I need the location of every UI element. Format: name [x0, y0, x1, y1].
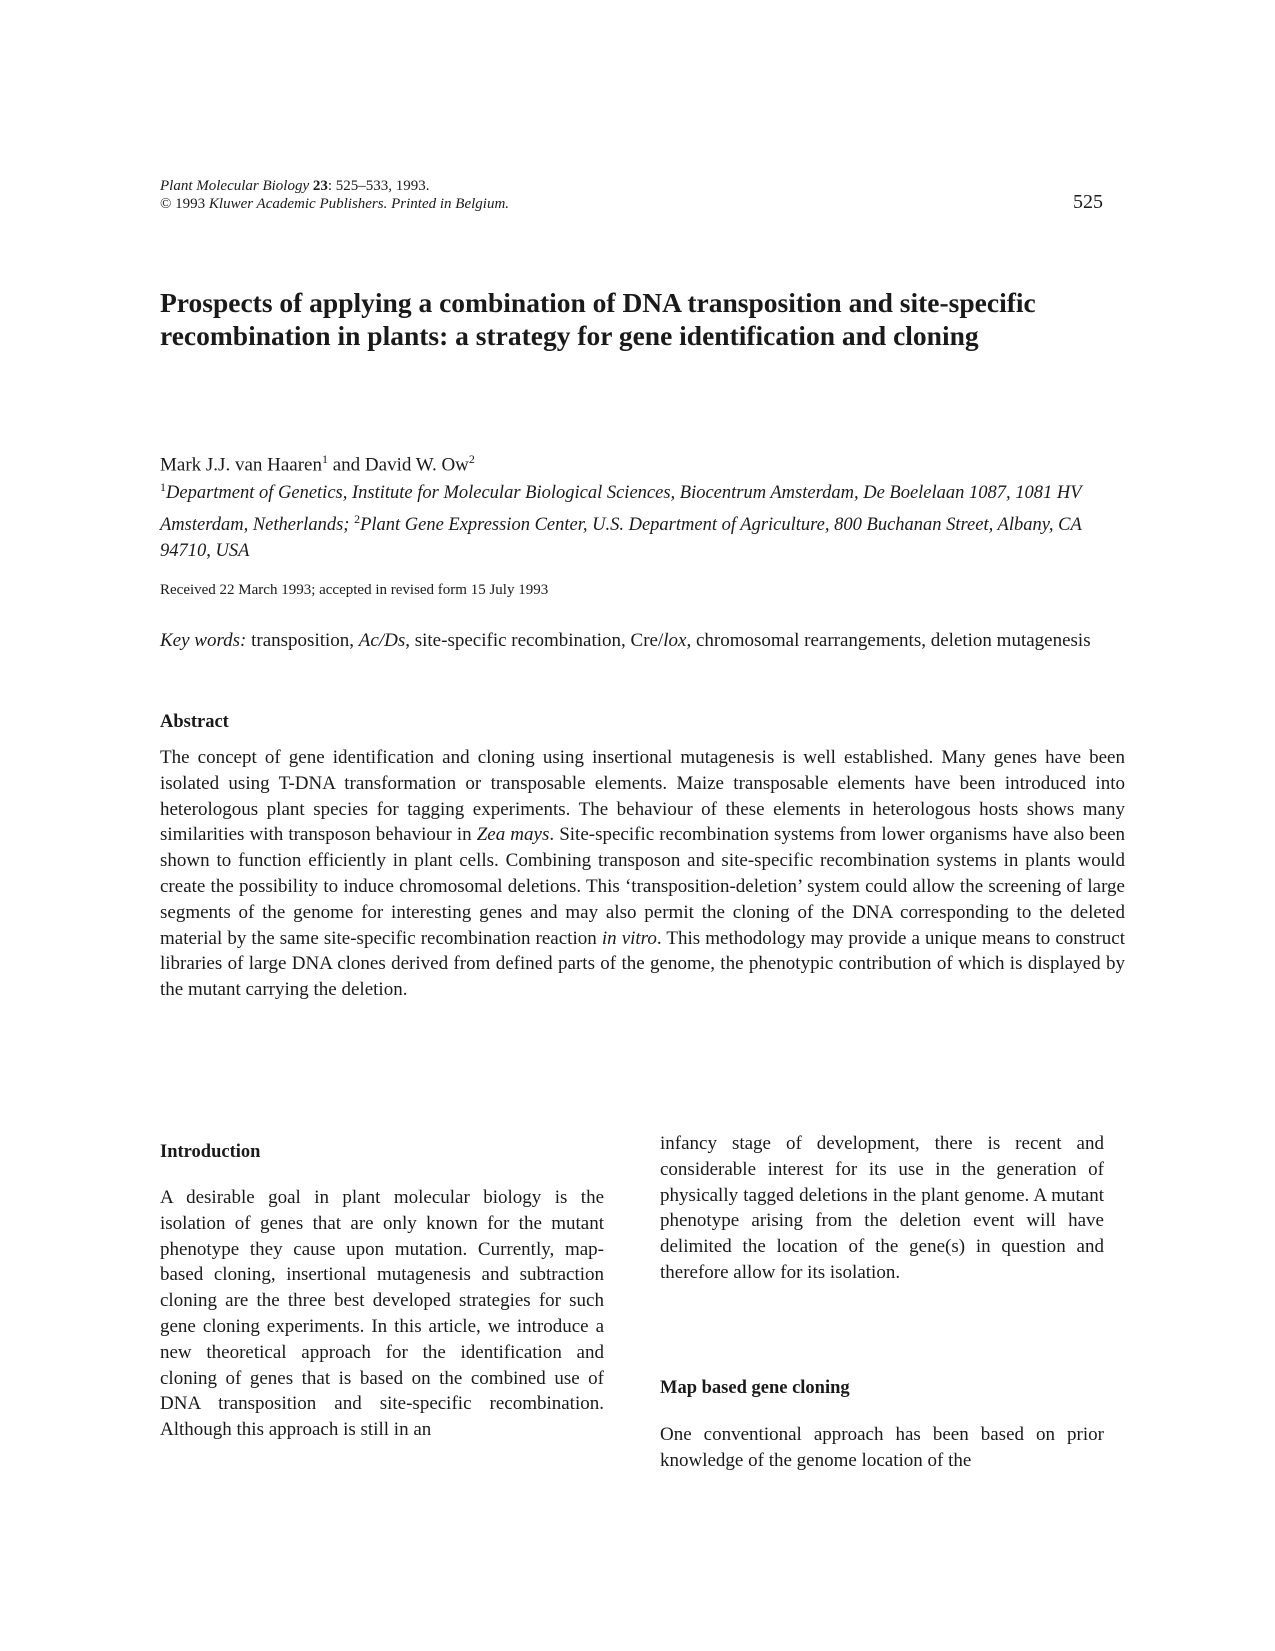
author-list [160, 448, 475, 476]
copyright-line [160, 195, 509, 213]
keywords-label: Key words: [160, 630, 247, 651]
affiliation-marker: 1 [321, 452, 328, 466]
article-title: Prospects of applying a combination of DNA transposition and site-specific recombination in plants: a strategy for gene identification and cloning [160, 287, 1036, 351]
introduction-paragraph-continued: infancy stage of development, there is recent and considerable interest for its use in the generation of physically tagged deletions in the plant genome. A mutant phenotype arising from the deletion event will have delimited the location of the gene(s) in question and therefore allow for its isolation. [660, 1133, 1104, 1283]
copyright-year: 1993 [175, 196, 206, 212]
printed-in: Printed in Belgium. [391, 196, 510, 212]
abstract-heading: Abstract [160, 712, 229, 732]
abstract-body [160, 745, 1125, 1003]
page-number: 525 [1073, 191, 1103, 213]
author-name: Mark J.J. van Haaren [160, 454, 322, 476]
pages-year: : 525–533, 1993. [327, 178, 430, 194]
publisher: Kluwer Academic Publishers. [208, 196, 388, 212]
keyword-lox: lox [663, 630, 687, 651]
affiliation-marker: 1 [160, 480, 166, 494]
affiliation-marker: 2 [468, 452, 475, 466]
volume-number: 23 [312, 178, 328, 194]
journal-name: Plant Molecular Biology [160, 178, 310, 194]
author-name: David W. Ow [364, 454, 469, 476]
introduction-heading: Introduction [160, 1142, 261, 1162]
affiliation-2: Plant Gene Expression Center, U.S. Department of Agriculture, 800 Buchanan Street, Albany, CA 94710, USA [160, 515, 1082, 562]
keyword-acds: Ac/Ds [358, 630, 406, 651]
map-based-cloning-heading: Map based gene cloning [660, 1378, 850, 1398]
citation-line [160, 177, 509, 195]
in-vitro: in vitro [601, 927, 657, 949]
received-dates: Received 22 March 1993; accepted in revised form 15 July 1993 [160, 582, 549, 598]
journal-header [160, 177, 509, 213]
affiliation-marker: 2 [354, 512, 361, 527]
map-based-cloning-paragraph: One conventional approach has been based on prior knowledge of the genome location of the [660, 1424, 1104, 1471]
author-conjunction: and [332, 454, 361, 476]
keywords-text: transposition, [251, 630, 355, 651]
abstract-text: The concept of gene identification and cloning using insertional mutagenesis is well established. Many genes have been isolated using T-DNA transformation or transposable elements. Maize transposable elements have been introduced into heterologous plant species for tagging experiments. The behaviour of these elements in heterologous hosts shows many similarities with transposon behaviour in [160, 747, 1125, 846]
keywords-text: , site-specific recombination, Cre/ [405, 630, 664, 651]
affiliations [160, 474, 1125, 564]
species-name: Zea mays [476, 824, 550, 846]
abstract-text: . This methodology may provide a unique means to construct libraries of large DNA clones derived from defined parts of the genome, the phenotypic contribution of which is displayed by the mutant carrying the deletion. [160, 927, 1125, 1001]
keywords-text: , chromosomal rearrangements, deletion mutagenesis [686, 630, 1091, 651]
keywords [160, 628, 1125, 653]
introduction-paragraph: A desirable goal in plant molecular biology is the isolation of genes that are only known for the mutant phenotype they cause upon mutation. Currently, map-based cloning, insertional mutagenesis and subtraction cloning are the three best developed strategies for such gene cloning experiments. In this article, we introduce a new theoretical approach for the identification and cloning of genes that is based on the combined use of DNA transposition and site-specific recombination. Although this approach is still in an [160, 1187, 604, 1441]
abstract-text: . Site-specific recombination systems from lower organisms have also been shown to function efficiently in plant cells. Combining transposon and site-specific recombination systems in plants would create the possibility to induce chromosomal deletions. This ‘transposition-deletion’ system could allow the screening of large segments of the genome for interesting genes and may also permit the cloning of the DNA corresponding to the deleted material by the same site-specific recombination reaction [160, 824, 1126, 949]
affiliation-1: Department of Genetics, Institute for Molecular Biological Sciences, Biocentrum Amsterdam, De Boelelaan 1087, 1081 HV Amsterdam, Netherlands; [160, 483, 1082, 536]
copyright-symbol: © [160, 196, 172, 212]
